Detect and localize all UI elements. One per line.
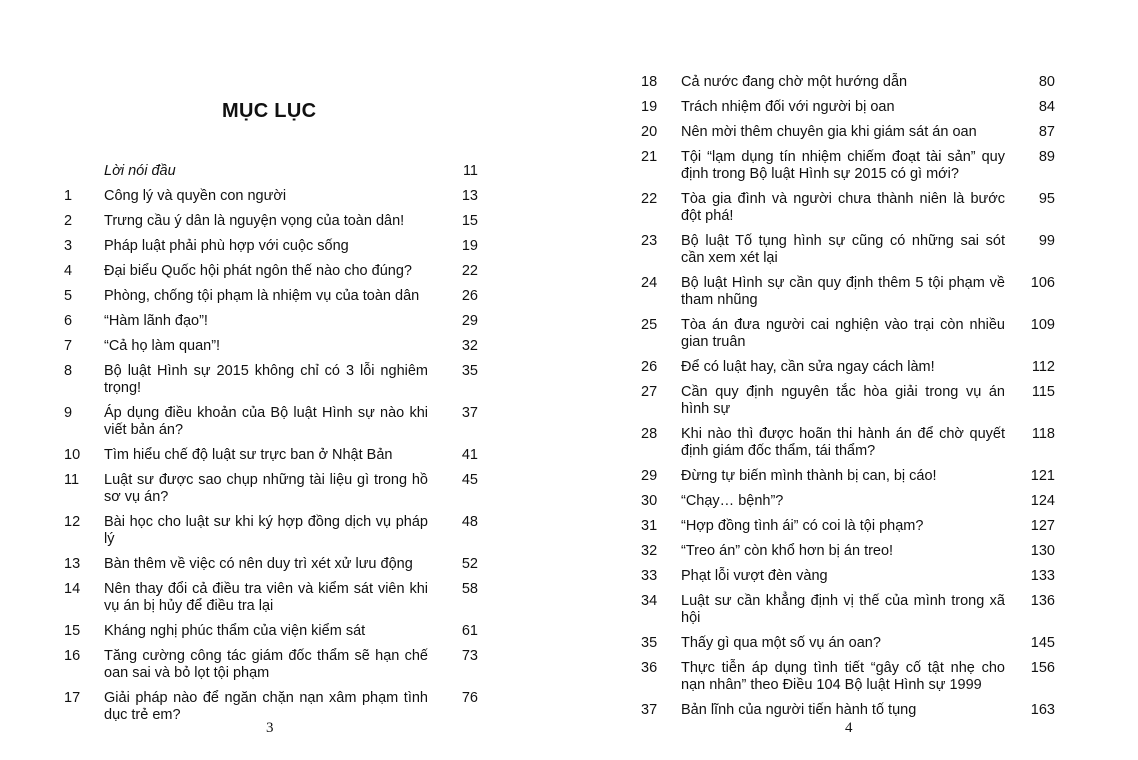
toc-entry-page: 89: [1038, 149, 1055, 165]
toc-entry-number: 34: [641, 593, 658, 609]
toc-entry-page: 133: [1030, 568, 1055, 584]
toc-entry: [64, 163, 478, 180]
toc-entry-number: 28: [641, 426, 658, 442]
toc-entry-page: 80: [1038, 74, 1055, 90]
toc-entry-number: 36: [641, 660, 658, 676]
toc-entry-page: 109: [1030, 317, 1055, 333]
toc-entry-page: 127: [1030, 518, 1055, 534]
toc-entry-page: 136: [1030, 593, 1055, 609]
toc-entry-number: 5: [64, 288, 73, 304]
toc-entry-page: 115: [1031, 384, 1055, 400]
toc-entry-number: 1: [64, 188, 73, 204]
toc-entry-title: Cả nước đang chờ một hướng dẫn: [681, 74, 908, 90]
toc-entry: [641, 635, 1055, 652]
toc-entry: [64, 556, 478, 573]
toc-entry: [641, 233, 1055, 267]
toc-entry-number: 13: [64, 556, 81, 572]
toc-entry-number: 7: [64, 338, 73, 354]
toc-entry-page: 145: [1030, 635, 1055, 651]
toc-entry-number: 18: [641, 74, 658, 90]
toc-entry-page: 41: [461, 447, 478, 463]
toc-entry-number: 9: [64, 405, 73, 421]
toc-entry-number: 19: [641, 99, 658, 115]
toc-entry-title: Đại biểu Quốc hội phát ngôn thế nào cho đúng?: [104, 263, 412, 279]
toc-entry-page: 61: [461, 623, 478, 639]
toc-entry-number: 24: [641, 275, 658, 291]
toc-entry-page: 37: [461, 405, 478, 421]
toc-entry-page: 15: [461, 213, 478, 229]
toc-entry-title: “Hợp đồng tình ái” có coi là tội phạm?: [681, 518, 924, 534]
toc-entry-page: 58: [461, 581, 478, 597]
toc-entry-number: 26: [641, 359, 658, 375]
toc-entry-page: 76: [461, 690, 478, 706]
toc-title: MỤC LỤC: [222, 100, 317, 122]
toc-entry: [641, 74, 1055, 91]
toc-entry-title: Thấy gì qua một số vụ án oan?: [681, 635, 881, 651]
toc-entry-title: Giải pháp nào để ngăn chặn nạn xâm phạm tình dục trẻ em?: [104, 690, 428, 723]
toc-entry-number: 14: [64, 581, 81, 597]
toc-entry-number: 25: [641, 317, 658, 333]
toc-entry: [64, 690, 478, 724]
toc-entry-page: 73: [461, 648, 478, 664]
toc-entry: [64, 405, 478, 439]
toc-entry-page: 13: [461, 188, 478, 204]
toc-entry: [64, 238, 478, 255]
toc-entry: [64, 623, 478, 640]
toc-entry-title: “Hàm lãnh đạo”!: [104, 313, 208, 329]
toc-entry: [64, 288, 478, 305]
toc-entry-title: Lời nói đầu: [104, 163, 176, 179]
toc-entry-title: Tăng cường công tác giám đốc thẩm sẽ hạn chế oan sai và bỏ lọt tội phạm: [104, 648, 428, 681]
toc-entry: [641, 660, 1055, 694]
toc-entry-page: 19: [461, 238, 478, 254]
toc-entry: [641, 518, 1055, 535]
toc-entry-title: Khi nào thì được hoãn thi hành án để chờ quyết định giám đốc thẩm, tái thẩm?: [681, 426, 1005, 459]
toc-entry-number: 35: [641, 635, 658, 651]
toc-entry: [64, 447, 478, 464]
toc-entry-title: Bàn thêm về việc có nên duy trì xét xử lưu động: [104, 556, 413, 572]
toc-entry-title: Tòa án đưa người cai nghiện vào trại còn nhiều gian truân: [681, 317, 1005, 350]
toc-entry: [64, 363, 478, 397]
toc-entry-title: Phòng, chống tội phạm là nhiệm vụ của toàn dân: [104, 288, 420, 304]
toc-entry: [64, 514, 478, 548]
toc-entry-page: 130: [1030, 543, 1055, 559]
toc-entry-number: 21: [641, 149, 658, 165]
toc-entry-page: 52: [461, 556, 478, 572]
toc-entry-title: Bộ luật Hình sự 2015 không chỉ có 3 lỗi nghiêm trọng!: [104, 363, 428, 396]
toc-entry: [64, 338, 478, 355]
toc-entry: [641, 384, 1055, 418]
toc-entry-number: 8: [64, 363, 73, 379]
toc-entry: [641, 568, 1055, 585]
toc-entry-page: 121: [1030, 468, 1055, 484]
toc-entry-title: Công lý và quyền con người: [104, 188, 287, 204]
toc-entry-page: 48: [461, 514, 478, 530]
toc-entry-title: Phạt lỗi vượt đèn vàng: [681, 568, 828, 584]
toc-entry-page: 99: [1038, 233, 1055, 249]
toc-entry: [641, 468, 1055, 485]
toc-entry: [64, 581, 478, 615]
toc-entry: [64, 472, 478, 506]
toc-entry: [641, 191, 1055, 225]
toc-entry-title: Luật sư được sao chụp những tài liệu gì trong hồ sơ vụ án?: [104, 472, 428, 505]
page-number-right: 4: [845, 720, 853, 736]
toc-entry: [641, 317, 1055, 351]
toc-entry-number: 29: [641, 468, 658, 484]
toc-entry-title: Bộ luật Tố tụng hình sự cũng có những sai sót cần xem xét lại: [681, 233, 1005, 266]
toc-entry: [641, 124, 1055, 141]
toc-entry-page: 87: [1038, 124, 1055, 140]
toc-entry-title: Thực tiễn áp dụng tình tiết “gây cố tật nhẹ cho nạn nhân” theo Điều 104 Bộ luật Hình sự 1999: [681, 660, 1005, 693]
toc-entry-page: 22: [461, 263, 478, 279]
toc-entry-title: Tìm hiểu chế độ luật sư trực ban ở Nhật Bản: [104, 447, 393, 463]
toc-entry-title: Bộ luật Hình sự cần quy định thêm 5 tội phạm về tham nhũng: [681, 275, 1005, 308]
toc-entry-page: 106: [1030, 275, 1055, 291]
toc-entry-title: Cần quy định nguyên tắc hòa giải trong vụ án hình sự: [681, 384, 1005, 417]
toc-entry-page: 11: [462, 163, 478, 179]
toc-entry-page: 163: [1030, 702, 1055, 718]
toc-entry-title: Bài học cho luật sư khi ký hợp đồng dịch vụ pháp lý: [104, 514, 428, 547]
toc-entry-page: 156: [1030, 660, 1055, 676]
toc-entry-title: Đừng tự biến mình thành bị can, bị cáo!: [681, 468, 937, 484]
toc-entry: [64, 313, 478, 330]
toc-entry-title: Bản lĩnh của người tiến hành tố tụng: [681, 702, 917, 718]
toc-list-left: [64, 163, 478, 732]
toc-entry-number: 12: [64, 514, 81, 530]
toc-entry-number: 10: [64, 447, 81, 463]
toc-entry-number: 31: [641, 518, 658, 534]
toc-entry-number: 22: [641, 191, 658, 207]
toc-entry-title: “Chạy… bệnh”?: [681, 493, 784, 509]
toc-entry-number: 16: [64, 648, 81, 664]
toc-entry-title: Trưng cầu ý dân là nguyện vọng của toàn dân!: [104, 213, 405, 229]
toc-entry-title: “Treo án” còn khổ hơn bị án treo!: [681, 543, 894, 559]
toc-entry-page: 84: [1038, 99, 1055, 115]
toc-entry-page: 95: [1038, 191, 1055, 207]
toc-entry: [641, 543, 1055, 560]
toc-entry-number: 3: [64, 238, 73, 254]
toc-entry-number: 17: [64, 690, 81, 706]
toc-entry-number: 27: [641, 384, 658, 400]
toc-entry-page: 45: [461, 472, 478, 488]
toc-entry-page: 32: [461, 338, 478, 354]
toc-entry-title: Pháp luật phải phù hợp với cuộc sống: [104, 238, 349, 254]
toc-entry-title: Luật sư cần khẳng định vị thế của mình trong xã hội: [681, 593, 1005, 626]
toc-entry-title: Trách nhiệm đối với người bị oan: [681, 99, 895, 115]
toc-entry-page: 26: [461, 288, 478, 304]
toc-entry: [64, 263, 478, 280]
toc-entry-number: 11: [64, 472, 80, 488]
toc-entry: [64, 648, 478, 682]
toc-entry-number: 20: [641, 124, 658, 140]
page-number-left: 3: [266, 720, 274, 736]
toc-entry-page: 112: [1031, 359, 1055, 375]
toc-entry: [64, 188, 478, 205]
toc-entry: [641, 275, 1055, 309]
toc-entry-number: 6: [64, 313, 73, 329]
toc-entry-number: 2: [64, 213, 73, 229]
toc-entry-number: 15: [64, 623, 81, 639]
toc-entry: [641, 493, 1055, 510]
toc-entry-page: 29: [461, 313, 478, 329]
toc-entry-title: Tội “lạm dụng tín nhiệm chiếm đoạt tài sản” quy định trong Bộ luật Hình sự 2015 có gì mới?: [681, 149, 1005, 182]
toc-entry: [641, 702, 1055, 719]
toc-entry: [641, 359, 1055, 376]
toc-entry-title: Nên thay đổi cả điều tra viên và kiểm sát viên khi vụ án bị hủy để điều tra lại: [104, 581, 428, 614]
toc-entry-page: 124: [1030, 493, 1055, 509]
toc-entry-title: Tòa gia đình và người chưa thành niên là bước đột phá!: [681, 191, 1005, 224]
toc-entry: [641, 149, 1055, 183]
toc-entry: [641, 426, 1055, 460]
right-page: [569, 0, 1138, 760]
toc-entry-title: “Cả họ làm quan”!: [104, 338, 221, 354]
toc-entry-title: Để có luật hay, cần sửa ngay cách làm!: [681, 359, 935, 375]
toc-entry-number: 23: [641, 233, 658, 249]
toc-list-right: [641, 74, 1055, 727]
toc-entry-number: 4: [64, 263, 73, 279]
toc-entry-page: 35: [461, 363, 478, 379]
toc-entry-number: 30: [641, 493, 658, 509]
toc-entry-number: 37: [641, 702, 658, 718]
toc-entry: [641, 99, 1055, 116]
toc-entry-number: 32: [641, 543, 658, 559]
toc-entry: [64, 213, 478, 230]
toc-entry-page: 118: [1031, 426, 1055, 442]
toc-entry-number: 33: [641, 568, 658, 584]
toc-entry-title: Nên mời thêm chuyên gia khi giám sát án oan: [681, 124, 977, 140]
toc-entry: [641, 593, 1055, 627]
toc-entry-title: Kháng nghị phúc thẩm của viện kiểm sát: [104, 623, 366, 639]
toc-entry-title: Áp dụng điều khoản của Bộ luật Hình sự nào khi viết bản án?: [104, 405, 428, 438]
